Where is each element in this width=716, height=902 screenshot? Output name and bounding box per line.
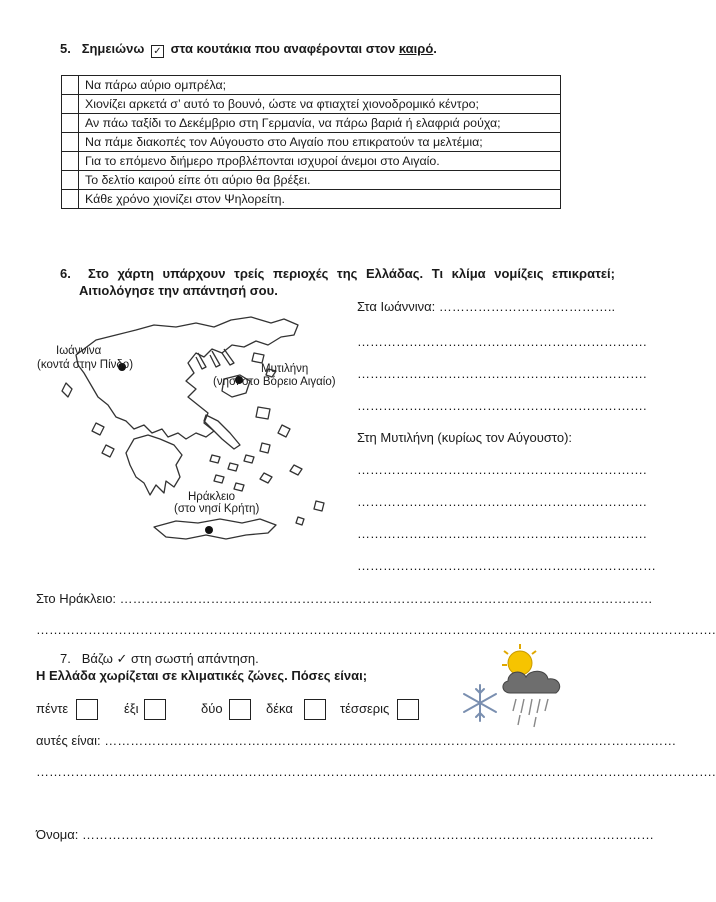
heraklion-dot <box>205 526 213 534</box>
q5-number: 5. <box>60 41 71 56</box>
q7-instruction-prefix: Βάζω <box>81 651 113 666</box>
option-label: πέντε <box>36 701 69 716</box>
answer-line[interactable]: …………………………………………………………. <box>357 494 647 509</box>
q5-title-underlined: καιρό <box>398 41 434 56</box>
table-row <box>62 76 561 95</box>
table-row <box>62 190 561 209</box>
q5-title-mid: στα κουτάκια που αναφέρονται στον <box>170 41 396 56</box>
q5-table <box>61 75 561 209</box>
option-label: δύο <box>201 701 223 716</box>
table-cell: Για το επόμενο διήμερο προβλέπονται ισχυροί άνεμοι στο Αιγαίο. <box>79 152 561 171</box>
snow-cloud-rain-icon <box>458 641 576 729</box>
option-box-dyo[interactable] <box>229 699 251 720</box>
answer-box[interactable] <box>62 190 79 209</box>
heraklion-prompt[interactable]: Στο Ηράκλειο: …………………………………………………………………………………………………………… <box>36 591 653 606</box>
option-box-deka[interactable] <box>304 699 326 720</box>
q7-instruction-rest: στη σωστή απάντηση. <box>131 651 259 666</box>
table-cell: Αν πάω ταξίδι το Δεκέμβριο στη Γερμανία, να πάρω βαριά ή ελαφριά ρούχα; <box>79 114 561 133</box>
answer-line[interactable]: …………………………………………………………. <box>357 462 647 477</box>
answer-box[interactable] <box>62 95 79 114</box>
mytilini-label: Μυτιλήνη <box>261 363 309 375</box>
mytilini-prompt: Στη Μυτιλήνη (κυρίως τον Αύγουστο): <box>357 430 573 445</box>
ioannina-label: Ιωάννινα <box>56 345 102 357</box>
q7-question: Η Ελλάδα χωρίζεται σε κλιματικές ζώνες. Πόσες είναι; <box>36 668 368 683</box>
q6-question: Στο χάρτη υπάρχουν τρείς περιοχές της Ελλάδας. Τι κλίμα νομίζεις επικρατεί; <box>87 266 615 281</box>
answer-line[interactable]: …………………………………………………………… <box>357 558 656 573</box>
crete-outline <box>154 519 276 539</box>
answer-line[interactable]: …………………………………………………………. <box>357 526 647 541</box>
answer-box[interactable] <box>62 152 79 171</box>
sun-icon <box>502 644 536 675</box>
option-label: έξι <box>124 701 139 716</box>
peloponnese-outline <box>126 435 182 495</box>
answer-box[interactable] <box>62 114 79 133</box>
answer-box[interactable] <box>62 76 79 95</box>
q7-number: 7. <box>60 651 71 666</box>
table-cell: Χιονίζει αρκετά σ’ αυτό το βουνό, ώστε να φτιαχτεί χιονοδρομικό κέντρο; <box>79 95 561 114</box>
table-cell: Να πάρω αύριο ομπρέλα; <box>79 76 561 95</box>
heraklion-label: Ηράκλειο <box>188 491 236 503</box>
checkbox-icon: ✓ <box>151 45 164 58</box>
table-cell: Να πάμε διακοπές τον Αύγουστο στο Αιγαίο που επικρατούν τα μελτέμια; <box>79 133 561 152</box>
table-row <box>62 114 561 133</box>
table-row <box>62 95 561 114</box>
table-row <box>62 133 561 152</box>
q5-title-prefix: Σημειώνω <box>81 41 145 56</box>
answer-line[interactable]: …………………………………………………………………………………………………………………………………………. <box>36 622 716 637</box>
rain-icon <box>513 699 548 727</box>
q7-instruction <box>60 651 259 667</box>
name-field[interactable]: Όνομα: …………………………………………………………………………………………………………………… <box>36 827 655 842</box>
q5-title-end: . <box>433 41 437 56</box>
table-row <box>62 171 561 190</box>
answer-line[interactable]: …………………………………………………………………………………………………………………………………………. <box>36 764 716 779</box>
table-row <box>62 152 561 171</box>
answer-box[interactable] <box>62 133 79 152</box>
q6-number: 6. <box>60 266 71 281</box>
option-box-pente[interactable] <box>76 699 98 720</box>
ioannina-prompt: Στα Ιωάννινα: ………………………………….. <box>357 299 616 314</box>
table-cell: Κάθε χρόνο χιονίζει στον Ψηλορείτη. <box>79 190 561 209</box>
table-cell: Το δελτίο καιρού είπε ότι αύριο θα βρέξει. <box>79 171 561 190</box>
option-box-tesseris[interactable] <box>397 699 419 720</box>
mytilini-sublabel: (νησί στο Βόρειο Αιγαίο) <box>213 376 336 388</box>
answer-line[interactable]: …………………………………………………………. <box>357 398 647 413</box>
q6-line1 <box>60 266 615 282</box>
option-box-exi[interactable] <box>144 699 166 720</box>
answer-box[interactable] <box>62 171 79 190</box>
answer-line[interactable]: …………………………………………………………. <box>357 366 647 381</box>
cloud-icon <box>503 671 560 693</box>
these-are-line[interactable]: αυτές είναι: …………………………………………………………………………………………………………………… <box>36 733 677 748</box>
ioannina-sublabel: (κοντά στην Πίνδο) <box>37 359 134 371</box>
answer-line[interactable]: …………………………………………………………. <box>357 334 647 349</box>
checkmark-icon: ✓ <box>116 651 128 666</box>
heraklion-sublabel: (στο νησί Κρήτη) <box>174 503 260 515</box>
q5-heading <box>60 41 437 58</box>
evia-outline <box>204 415 240 449</box>
snowflake-icon <box>464 685 496 721</box>
option-label: δέκα <box>266 701 293 716</box>
option-label: τέσσερις <box>340 701 390 716</box>
q6-line2: Αιτιολόγησε την απάντησή σου. <box>79 283 278 298</box>
